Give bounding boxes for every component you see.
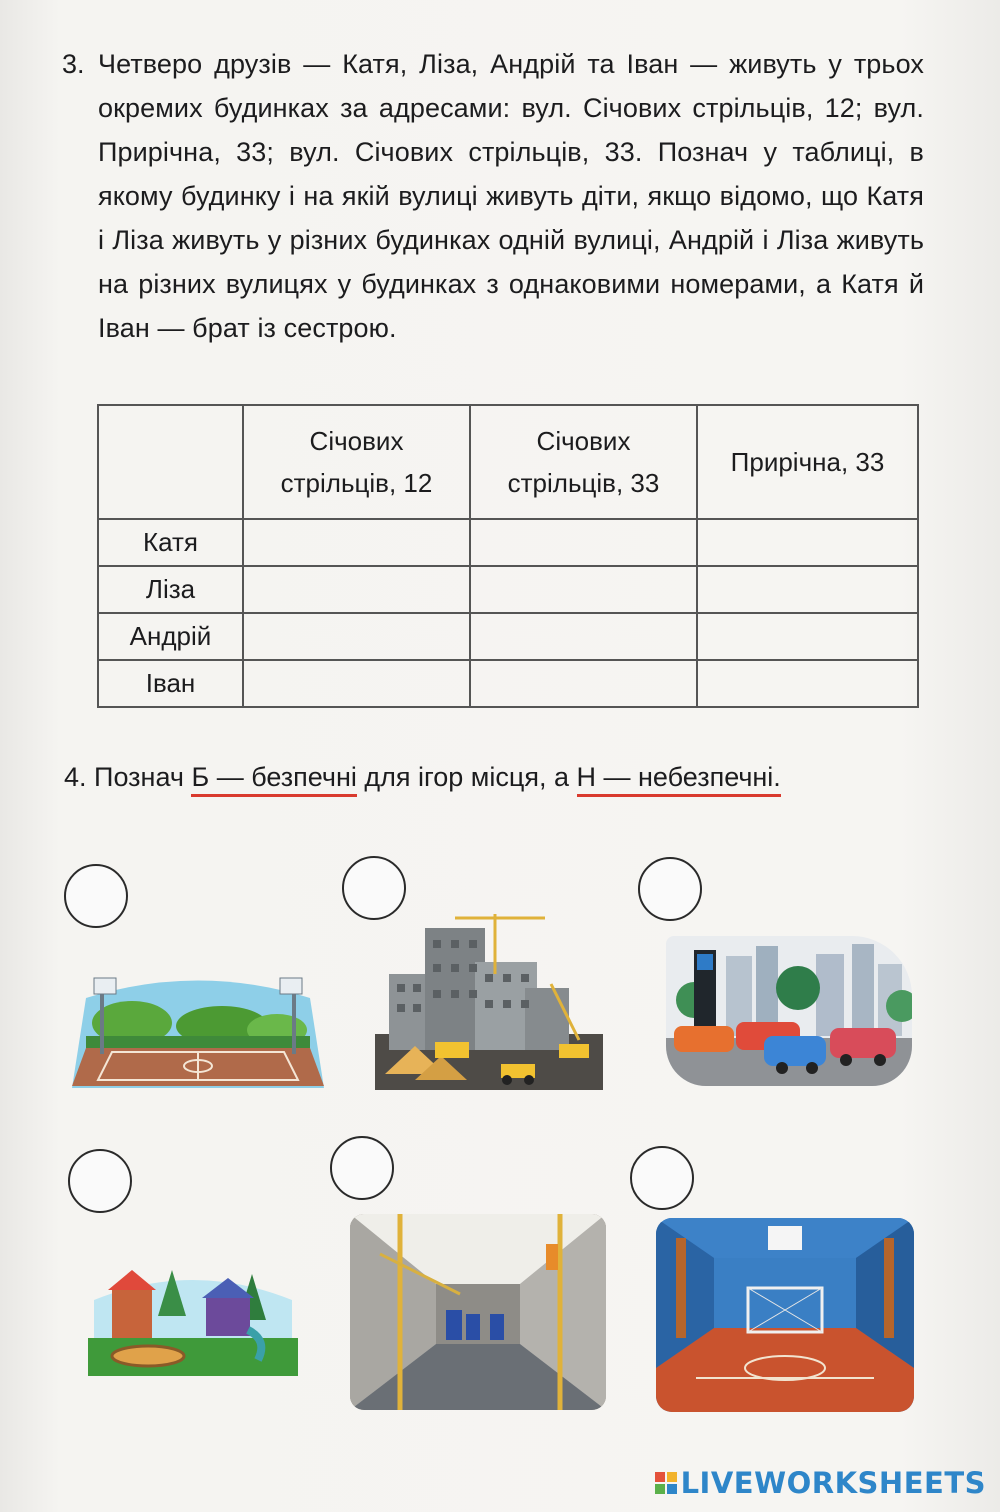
task-4-safe-label: Б — безпечні bbox=[191, 762, 356, 797]
task-4-middle: для ігор місця, а bbox=[364, 762, 569, 792]
table-corner-cell bbox=[98, 405, 243, 519]
answer-cell[interactable] bbox=[697, 660, 918, 707]
column-header-line: стрільців, 33 bbox=[507, 468, 660, 498]
answer-cell[interactable] bbox=[470, 519, 697, 566]
answer-cell[interactable] bbox=[697, 519, 918, 566]
column-header-sichovykh-12 bbox=[243, 405, 470, 519]
task-3-text: Четверо друзів — Катя, Ліза, Андрій та Іван — живуть у трьох окремих будинках за адресами: вул. Січових стрільців, 12; вул. Прирічна, 33; вул. Січових стрільців, 33. Познач у таблиці, в якому будинку і на якій вулиці живуть діти, якщо відомо, що Катя і Ліза живуть у різних будинках одній вулиці, Андрій і Ліза живуть на різних вулицях у будинках з однаковими номерами, а Катя й Іван — брат із сестрою. bbox=[98, 49, 924, 343]
column-header-pririchna-33 bbox=[697, 405, 918, 519]
answer-circle-5[interactable] bbox=[330, 1136, 394, 1200]
column-header-line: стрільців, 12 bbox=[280, 468, 433, 498]
table-row bbox=[98, 519, 918, 566]
basketball-court-image bbox=[72, 968, 324, 1088]
answer-circle-1[interactable] bbox=[64, 864, 128, 928]
row-name: Ліза bbox=[98, 566, 243, 613]
answer-circle-2[interactable] bbox=[342, 856, 406, 920]
table-row bbox=[98, 566, 918, 613]
answer-cell[interactable] bbox=[243, 660, 470, 707]
answer-cell[interactable] bbox=[470, 660, 697, 707]
task-4-number: 4. bbox=[64, 762, 87, 792]
column-header-line: Січових bbox=[309, 426, 404, 456]
answer-cell[interactable] bbox=[243, 519, 470, 566]
answer-circle-4[interactable] bbox=[68, 1149, 132, 1213]
parking-lot-image bbox=[666, 936, 912, 1086]
column-header-line: Січових bbox=[536, 426, 631, 456]
tram-interior-image bbox=[350, 1214, 606, 1410]
row-name: Іван bbox=[98, 660, 243, 707]
logo-grid-icon bbox=[655, 1472, 677, 1494]
task-3 bbox=[62, 42, 924, 350]
column-header-sichovykh-33 bbox=[470, 405, 697, 519]
row-name: Андрій bbox=[98, 613, 243, 660]
playground-image bbox=[88, 1260, 298, 1376]
answer-cell[interactable] bbox=[243, 613, 470, 660]
column-header-line: Прирічна, 33 bbox=[730, 447, 885, 477]
answer-table bbox=[97, 404, 919, 708]
row-name: Катя bbox=[98, 519, 243, 566]
answer-cell[interactable] bbox=[697, 566, 918, 613]
construction-site-image bbox=[375, 914, 603, 1090]
sports-hall-image bbox=[656, 1218, 914, 1412]
liveworksheets-logo bbox=[655, 1466, 986, 1500]
task-4-prefix: Познач bbox=[94, 762, 184, 792]
table-header-row bbox=[98, 405, 918, 519]
task-4-instruction bbox=[64, 757, 781, 797]
answer-cell[interactable] bbox=[470, 566, 697, 613]
task-4-unsafe-label: Н — небезпечні. bbox=[577, 762, 781, 797]
answer-circle-3[interactable] bbox=[638, 857, 702, 921]
answer-cell[interactable] bbox=[243, 566, 470, 613]
answer-cell[interactable] bbox=[697, 613, 918, 660]
answer-cell[interactable] bbox=[470, 613, 697, 660]
table-row bbox=[98, 660, 918, 707]
answer-circle-6[interactable] bbox=[630, 1146, 694, 1210]
task-3-number: 3. bbox=[62, 49, 85, 79]
table-row bbox=[98, 613, 918, 660]
brand-name: LIVEWORKSHEETS bbox=[680, 1466, 986, 1500]
